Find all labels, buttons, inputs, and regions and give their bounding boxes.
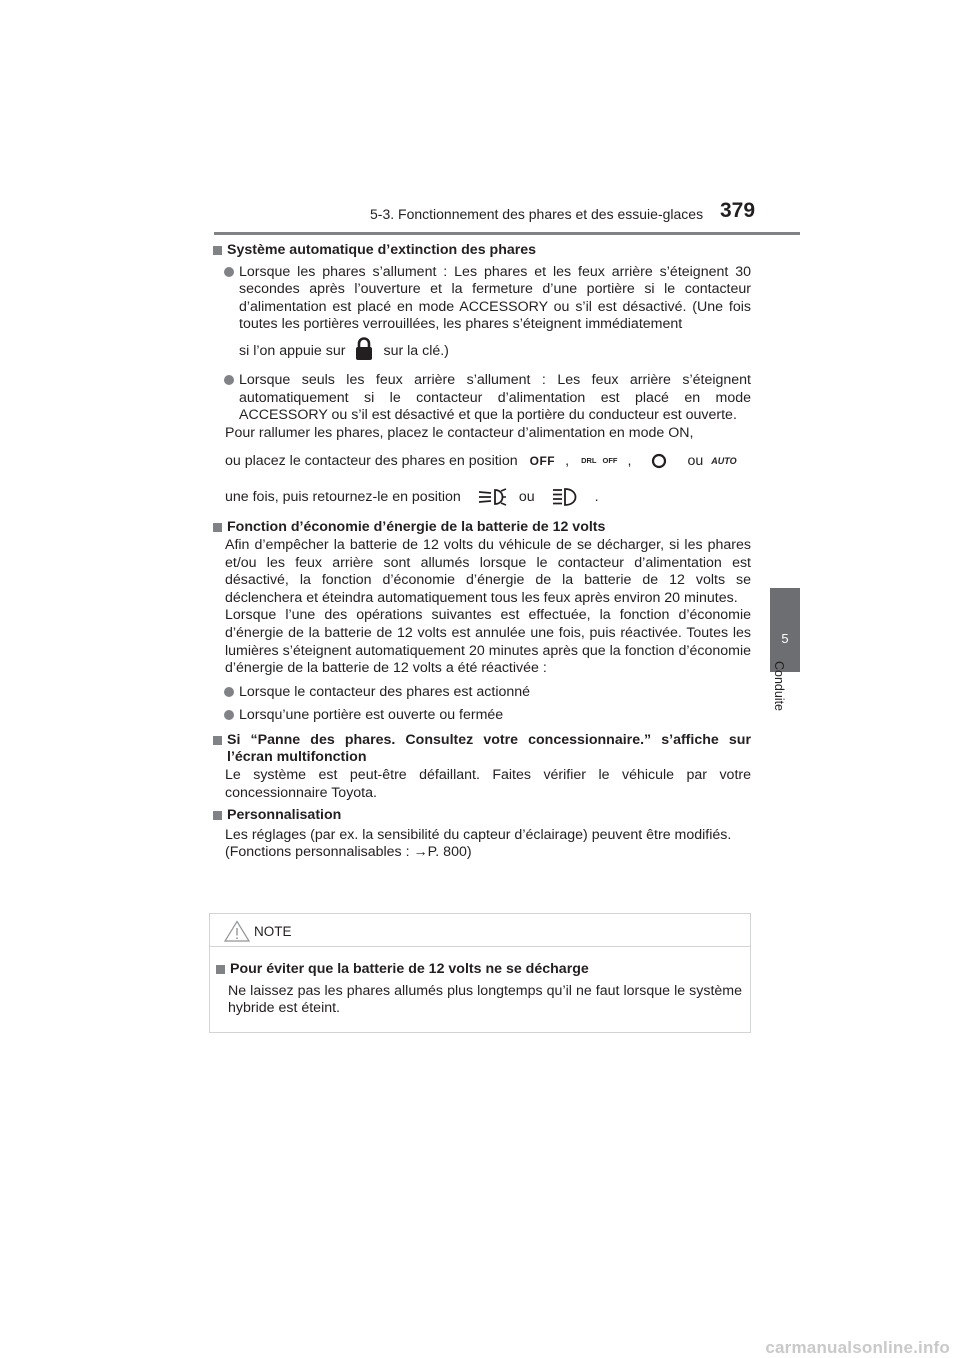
auto-headlight-icon: AUTO xyxy=(711,455,737,466)
list-item: Lorsqu’une portière est ouverte ou fermée xyxy=(211,707,751,725)
list-item xyxy=(211,372,751,425)
section-title: 5-3. Fonctionnement des phares et des essuie-glaces xyxy=(370,206,704,222)
square-bullet-icon xyxy=(213,246,222,255)
note-title: NOTE xyxy=(254,924,292,939)
square-bullet-icon xyxy=(216,965,225,974)
page-header xyxy=(0,0,960,240)
section-heading: Personnalisation xyxy=(211,807,751,825)
note-heading: Pour éviter que la batterie de 12 volts ne se décharge xyxy=(214,961,742,979)
round-bullet-icon xyxy=(224,375,234,385)
chapter-tab xyxy=(770,588,800,672)
round-bullet-icon xyxy=(224,710,234,720)
note-body xyxy=(214,961,742,1032)
round-bullet-icon xyxy=(224,687,234,697)
section-heading: Si “Panne des phares. Consultez votre concessionnaire.” s’affiche sur l’écran multifonction xyxy=(211,732,751,767)
low-beam-icon xyxy=(477,488,507,506)
list-item xyxy=(211,264,751,368)
square-bullet-icon xyxy=(213,523,222,532)
section-heading: Système automatique d’extinction des phares xyxy=(211,242,751,260)
paragraph: Afin d’empêcher la batterie de 12 volts du véhicule de se décharger, si les phares et/ou les feux arrière sont allumés lorsque le contacteur d’alimentation est désactivé, la fonction d’économie d’énergie de la batterie de 12 volts se déclenchera et éteindra automatiquement tous les feux après environ 20 minutes. xyxy=(225,536,751,606)
chapter-label-text: Conduite xyxy=(772,660,786,712)
bullet-text: Lorsque les phares s’allument : Les phares et les feux arrière s’éteignent 30 secondes après l’ouverture et la fermeture d’une portière si le contacteur d’alimentation est placé en mode ACCESSORY ou s’il est désactivé. (Une fois toutes les portières verrouillées, les phares s’éteignent immédiatement xyxy=(239,263,751,333)
round-bullet-icon xyxy=(224,267,234,277)
note-header xyxy=(210,914,750,947)
paragraph-line: ou placez le contacteur des phares en position OFF , DRL OFF , ou AUTO xyxy=(225,452,737,469)
bullet-text-line: si l’on appuie sur sur la clé.) xyxy=(239,336,751,368)
paragraph: Le système est peut-être défaillant. Faites vérifier le véhicule par votre concessionnaire Toyota. xyxy=(225,767,751,801)
chapter-label xyxy=(764,660,806,756)
headlight-ring-icon xyxy=(651,453,667,469)
paragraph: Lorsque l’une des opérations suivantes est effectuée, la fonction d’économie d’énergie de la batterie de 12 volts est annulée une fois, puis réactivée. Toutes les lumières s’éteignent automatiquement 20 minutes après que la fonction d’économie d’énergie de la batterie de 12 volts a été réactivée : xyxy=(225,607,751,677)
paragraph-line: une fois, puis retournez-le en position ou . xyxy=(211,480,751,514)
paragraph: Les réglages (par ex. la sensibilité du capteur d’éclairage) peuvent être modifiés. xyxy=(225,826,732,843)
chapter-number: 5 xyxy=(781,631,789,646)
high-beam-icon xyxy=(551,487,581,507)
section-heading: Fonction d’économie d’énergie de la batterie de 12 volts xyxy=(211,519,751,537)
page-content xyxy=(211,242,751,862)
square-bullet-icon xyxy=(213,811,222,820)
header-rule xyxy=(214,232,800,235)
square-bullet-icon xyxy=(213,736,222,745)
watermark xyxy=(0,1336,960,1358)
bullet-text: Lorsque seuls les feux arrière s’allument : Les feux arrière s’éteignent automatiquement si le contacteur d’alimentation est placé en mode ACCESSORY ou s’il est désactivé et que la portière du conducteur est ouverte. xyxy=(239,371,751,424)
warning-triangle-icon xyxy=(224,920,250,947)
watermark-text: carmanualsonline.info xyxy=(765,1338,950,1357)
note-text: Ne laissez pas les phares allumés plus longtemps qu’il ne faut lorsque le système hybride est éteint. xyxy=(228,982,742,1017)
page-number: 379 xyxy=(720,199,756,222)
paragraph: Pour rallumer les phares, placez le contacteur d’alimentation en mode ON, xyxy=(225,424,694,441)
headlight-off-icon: OFF xyxy=(529,453,556,468)
paragraph: (Fonctions personnalisables : →P. 800) xyxy=(225,844,472,861)
lock-icon xyxy=(349,337,379,367)
list-item: Lorsque le contacteur des phares est actionné xyxy=(211,684,751,702)
drl-off-icon: DRL OFF xyxy=(581,456,618,466)
note-box xyxy=(209,913,751,1033)
